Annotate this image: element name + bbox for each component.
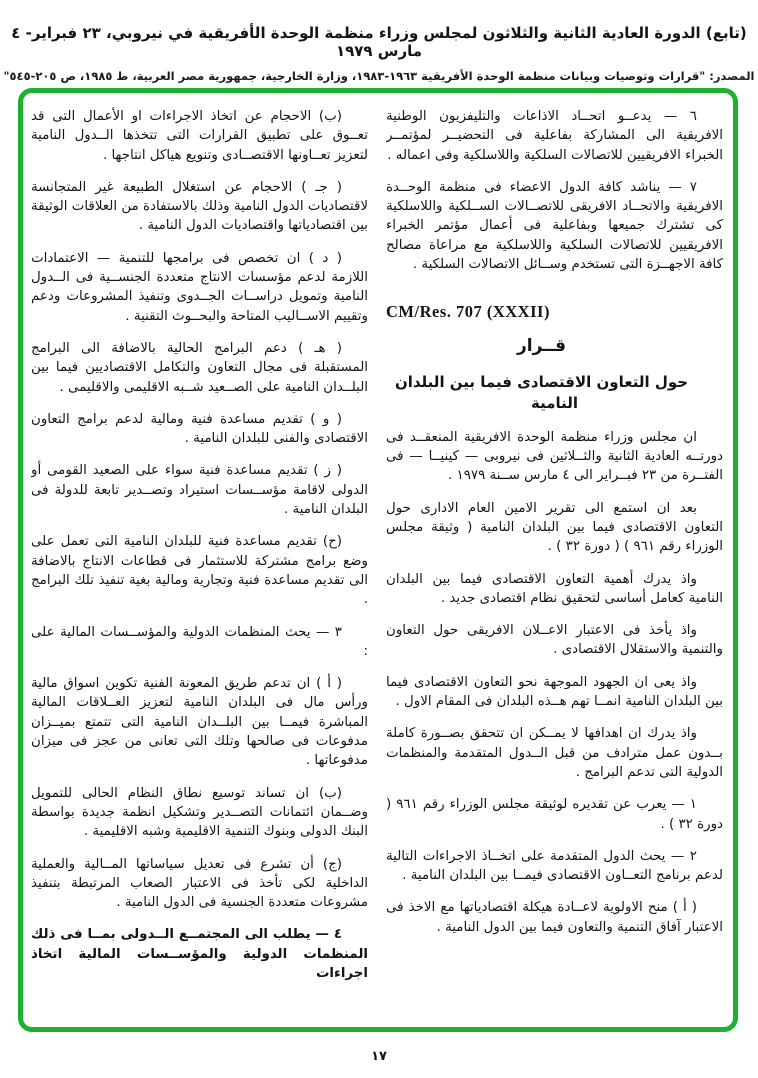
paragraph: واذ يدرك أهمية التعاون الاقتصادى فيما بين البلدان النامية كعامل أساسى لتحقيق نظام اقتصادى جديد . (386, 571, 723, 606)
paragraph: ان مجلس وزراء منظمة الوحدة الافريقية المنعقــد فى دورتــه العادية الثانية والثــلاثين فى نيروبى — كينيــا — فى الفتــرة من ٢٣ فبــراير الى ٤ مارس ســنة ١٩٧٩ . (386, 429, 723, 484)
paragraph: ٧ — يناشد كافة الدول الاعضاء فى منظمة الوحــدة الافريقية والاتحــاد الافريقى للاتصــالات الســلكية واللاسلكية كى تشترك جميعها وبفاعلية فى أعمال مؤتمر الخبراء الافريقيين للاتصالات السلكية واللاسلكية مع مراعاة مصالح كافة الاجهــزة التى تستخدم وســائل الاتصالات السلكية . (386, 179, 723, 273)
paragraph: ٢ — يحث الدول المتقدمة على اتخــاذ الاجراءات التالية لدعم برنامج التعــاون الاقتصادى فيمــا بين البلدان النامية . (386, 848, 723, 884)
paragraph: بعد ان استمع الى تقرير الامين العام الادارى حول التعاون الاقتصادى فيما بين البلدان النامية ( وثيقة مجلس الوزراء رقم ٩٦١ ) ( دورة ٣٢ ) . (386, 500, 723, 555)
paragraph: ( أ ) منح الاولوية لاعــادة هيكلة اقتصادياتها مع الاخذ فى الاعتبار آفاق التنمية والتعاون فيما بين الدول النامية . (386, 900, 723, 935)
right-column (386, 107, 723, 1019)
paragraph: (ب) ان تساند توسيع نطاق النظام الحالى للتمويل وضــمان ائتمانات التصــدير وتشكيل انظمة جديدة بواسطة البنك الدولى وبنوك التنمية الاقليمية وشبه الاقليمية . (31, 785, 368, 840)
left-column (31, 107, 368, 1019)
header-source-line: المصدر: "قرارات وتوصيات وبيانات منظمة الوحدة الأفريقية ١٩٦٣-١٩٨٣، وزارة الخارجية، جمهورية مصر العربية، ط ١٩٨٥، ص ٢٠٥-٥٤٥" (3, 69, 755, 83)
page-number: ١٧ (371, 1049, 387, 1064)
resolution-title: قــرار (517, 336, 566, 357)
paragraph: ( د ) ان تخصص فى برامجها للتنمية — الاعتمادات اللازمة لدعم مؤسسات الانتاج متعددة الجنســية فى الــدول النامية وتمويل دراســات الجــدوى وتنفيذ المشروعات ودعم وتقييم الاســاليب المتاحة والبحــوث التقنية . (31, 250, 368, 324)
two-column-layout (23, 93, 733, 1027)
paragraph: ٦ — يدعــو اتحــاد الاذاعات والتليفزيون الوطنية الافريقية الى المشاركة بفاعلية فى التحضيــر لمؤتمــر الخبراء الافريقيين للاتصالات السلكية واللاسلكية وفى اعماله . (386, 109, 723, 163)
paragraph: ( هـ ) دعم البرامج الحالية بالاضافة الى البرامج المستقبلة فى مجال التعاون والتكامل الاقتصاديين فيما بين البلــدان النامية على الصــعيد شــبه الاقليمى والاقليمى . (31, 340, 368, 395)
paragraph: ( جـ ) الاحجام عن استغلال الطبيعة غير المتجانسة لاقتصاديات الدول النامية وذلك بالاستفادة من العلاقات الوثيقة بين اقتصادياتها واقتصاديات الدول النامية . (31, 179, 368, 234)
page-header (0, 0, 758, 83)
header-title: (تابع) الدورة العادية الثانية والثلاثون لمجلس وزراء منظمة الوحدة الأفريقية في نيروبي، ٢٣ فبراير- ٤ مارس ١٩٧٩ (11, 24, 747, 60)
paragraph-bold: ٤ — يطلب الى المجتمــع الــدولى بمــا فى ذلك المنظمات الدولية والمؤســسات المالية اتخاذ اجراءات (31, 927, 368, 981)
paragraph: (ب) الاحجام عن اتخاذ الاجراءات او الأعمال التى قد تعــوق على تطبيق القرارات التى تتخذها الــدول النامية لتعزيز تعــاونها الاقتصــادى وتنويع هياكل انتاجها . (31, 109, 368, 163)
paragraph: ( ز ) تقديم مساعدة فنية سواء على الصعيد القومى أو الدولى لاقامة مؤســسات استيراد وتصــدير تابعة للدولة فى البلدان النامية . (31, 463, 368, 518)
paragraph: واذ يعى ان الجهود الموجهة نحو التعاون الاقتصادى فيما بين البلدان النامية انمــا تهم هــذه البلدان فى المقام الاول . (386, 674, 723, 710)
paragraph: (ح) تقديم مساعدة فنية للبلدان النامية التى تعمل على وضع برامج مشتركة للاستثمار فى قطاعات الانتاج بالاضافة الى تقديم مساعدة فنية وتجارية ومالية بغية تنفيذ تلك البرامج . (31, 534, 368, 608)
paragraph: ١ — يعرب عن تقديره لوثيقة مجلس الوزراء رقم ٩٦١ ( دورة ٣٢ ) . (386, 797, 723, 832)
paragraph: واذ يدرك ان اهدافها لا يمــكن ان تتحقق بصــورة كاملة بــدون عمل مترادف من قبل الــدول المتقدمة والمنظمات الدولية التى تدعم البرامج . (386, 726, 723, 780)
green-border-frame (18, 88, 738, 1032)
paragraph: واذ يأخذ فى الاعتبار الاعــلان الافريقى حول التعاون والتنمية والاستقلال الاقتصادى . (386, 623, 723, 658)
paragraph: ( أ ) ان تدعم طريق المعونة الفنية تكوين اسواق مالية ورأس مال فى البلدان النامية لتعزيز العــلاقات المالية المباشرة فيمــا بين البلــدان النامية التى تتمتع بميــزان مدفوعات فى صالحها وتلك التى تعانى من عجز فى ميزان مدفوعاتها . (31, 676, 368, 769)
resolution-subtitle: حول التعاون الاقتصادى فيما بين البلدان النامية (394, 372, 689, 413)
paragraph: ٣ — يحث المنظمات الدولية والمؤســسات المالية على : (31, 624, 368, 659)
paragraph: (ج) أن تشرع فى تعديل سياساتها المــالية والعملية الداخلية لكى تأخذ فى الاعتبار الصعاب المرتبطة بتنفيذ مشروعات متعددة الجنسية فى الدول النامية . (31, 856, 368, 911)
resolution-ref: CM/Res. 707 (XXXII) (386, 302, 550, 322)
paragraph: ( و ) تقديم مساعدة فنية ومالية لدعم برامج التعاون الاقتصادى والفنى للبلدان النامية . (31, 411, 368, 447)
